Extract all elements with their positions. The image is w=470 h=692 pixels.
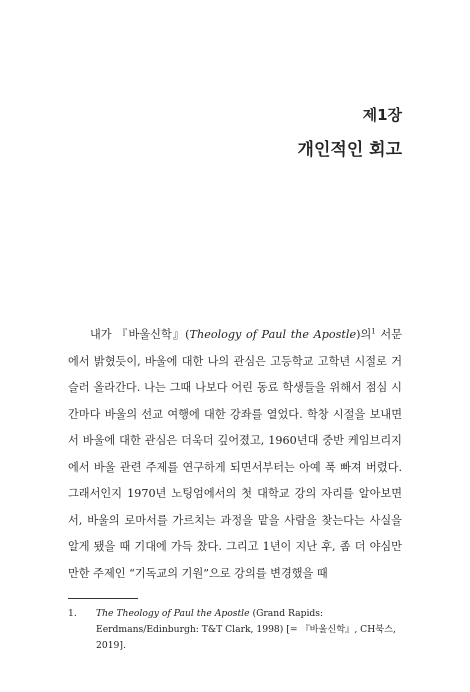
- footnote-number: 1.: [68, 608, 77, 619]
- body-text: [68, 322, 402, 587]
- book-title-italic: Theology of Paul the Apostle: [189, 328, 357, 341]
- footnote-reference[interactable]: 1: [371, 327, 376, 336]
- chapter-heading: [298, 105, 402, 161]
- intro-rest: 서문에서 밝혔듯이, 바울에 대한 나의 관심은 고등학교 고학년 시절로 거슬러 올라간다. 나는 그때 나보다 어린 동료 학생들을 위해서 점심 시간마다 바울의 선교 여행에 대한 강좌를 열었다. 학창 시절을 보내면서 바울에 대한 관심은 더욱더 깊어졌고, 1960년대 중반 케임브리지에서 바울 관련 주제를 연구하게 되면서부터는 아예 푹 빠져 버렸다. 그래서인지 1970년 노팅엄에서의 첫 대학교 강의 자리를 알아보면서, 바울의 로마서를 가르치는 과정을 맡을 사람을 찾는다는 사실을 알게 됐을 때 기대에 가득 찼다. 그리고 1년이 지난 후, 좀 더 야심만만한 주제인 “기독교의 기원”으로 강의를 변경했을 때: [68, 328, 403, 580]
- intro-prefix: 내가 『바울신학』(: [90, 328, 190, 341]
- chapter-title: 개인적인 회고: [297, 140, 402, 160]
- footnote-text: [96, 606, 402, 654]
- footnote-rest: (Grand Rapids: Eerdmans/Edinburgh: T&T Clark, 1998) [= 『바울신학』, CH북스, 2019].: [96, 608, 396, 651]
- intro-after-title: )의: [356, 328, 372, 341]
- footnote-title-italic: The Theology of Paul the Apostle: [96, 608, 250, 619]
- footnote-divider: [68, 598, 138, 599]
- chapter-number: 제1장: [362, 106, 402, 124]
- footnote: [68, 606, 402, 654]
- body-paragraph: [68, 322, 402, 587]
